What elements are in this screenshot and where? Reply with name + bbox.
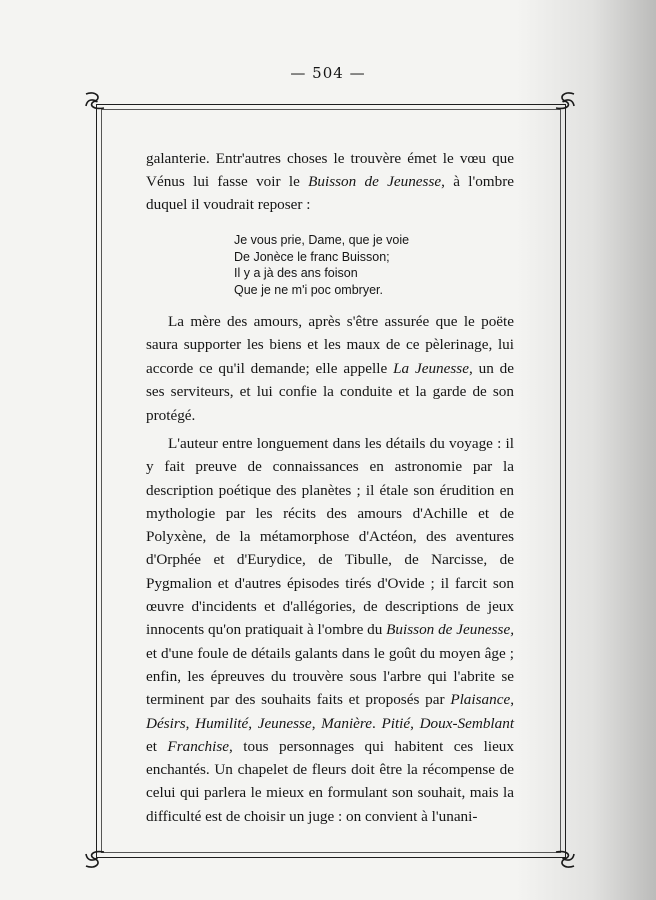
separator: . [372,714,382,732]
separator: , [410,714,420,732]
verse-line: Je vous prie, Dame, que je voie [234,233,410,247]
paragraph-2-text-b: , un de ses serviteurs, et lui confie la conduite et la garde de son protégé. [146,359,515,424]
paragraph-3-text-a: L'auteur entre longuement dans les détails du voyage : il y fait preuve de connaissances en astronomie par la description poétique des planètes ; il étale son érudition en mythologie par les récits des amours d'Achille et de Polyxène, de la métamorphose d'Actéon, des aventures d'Orphée et d'Eurydice, de Tibulle, de Narcisse, de Pygmalion et d'autres épisodes tirés d'Ovide ; il farcit son œuvre d'incidents et d'allégories, de descriptions de jeux innocents qu'on pratiquait à l'ombre du [146,435,514,639]
separator: , [248,714,258,732]
paragraph-3-text-c: , tous personnages qui habitent ces lieux enchantés. Un chapelet de fleurs doit être la récompense de celui qui parlera le mieux en formulant son souhait, mais la difficulté est de choisir un juge : on convient à l'unani- [146,737,514,825]
paragraph-2 [146,310,514,427]
verse-quotation [234,232,474,298]
allegory-name: Manière [321,714,373,732]
corner-ornament-top-right [552,90,578,112]
paragraph-1 [146,148,514,216]
allegory-name: Franchise [167,737,230,755]
corner-ornament-top-left [82,90,108,112]
paragraph-1-text-b: , à l'ombre duquel il voudrait reposer : [146,172,514,213]
allegory-name: Jeunesse [257,714,312,732]
paragraph-1-title: Buisson de Jeunesse [308,172,442,190]
verse-line: De Jonèce le franc Buisson; [234,249,390,264]
verse-line: Que je ne m'i poc ombryer. [234,282,383,297]
allegory-name: Humilité [195,714,249,732]
separator: , [311,714,322,732]
corner-ornament-bottom-right [552,848,578,870]
paragraph-2-text-a: La mère des amours, après s'être assurée que le poëte saura supporter les biens et les maux de ce pèlerinage, lui accorde ce qu'il demande; elle appelle [146,313,514,377]
verse-line: Il y a jà des ans foison [234,266,358,280]
separator: et [146,737,168,755]
page-number: — 504 — [290,64,366,82]
separator: , [510,691,514,709]
paragraph-3-title: Buisson de Jeunesse, [386,621,515,639]
paragraph-3 [146,432,514,828]
allegory-name: Pitié [381,714,411,732]
paragraph-1-text-a: galanterie. Entr'autres choses le trouvère émet le vœu que Vénus lui fasse voir le [146,150,514,190]
corner-ornament-bottom-left [82,848,108,870]
separator: , [185,714,196,732]
allegory-name: Plaisance [450,691,511,709]
paragraph-2-name: La Jeunesse [393,359,469,377]
allegory-name: Désirs [146,714,186,732]
paragraph-3-text-b: et d'une foule de détails galants dans le goût du moyen âge ; enfin, les épreuves du trouvère sous l'arbre qui l'abrite se terminent par des souhaits faits et proposés par [146,644,514,709]
allegory-name: Doux-Semblant [419,714,515,732]
